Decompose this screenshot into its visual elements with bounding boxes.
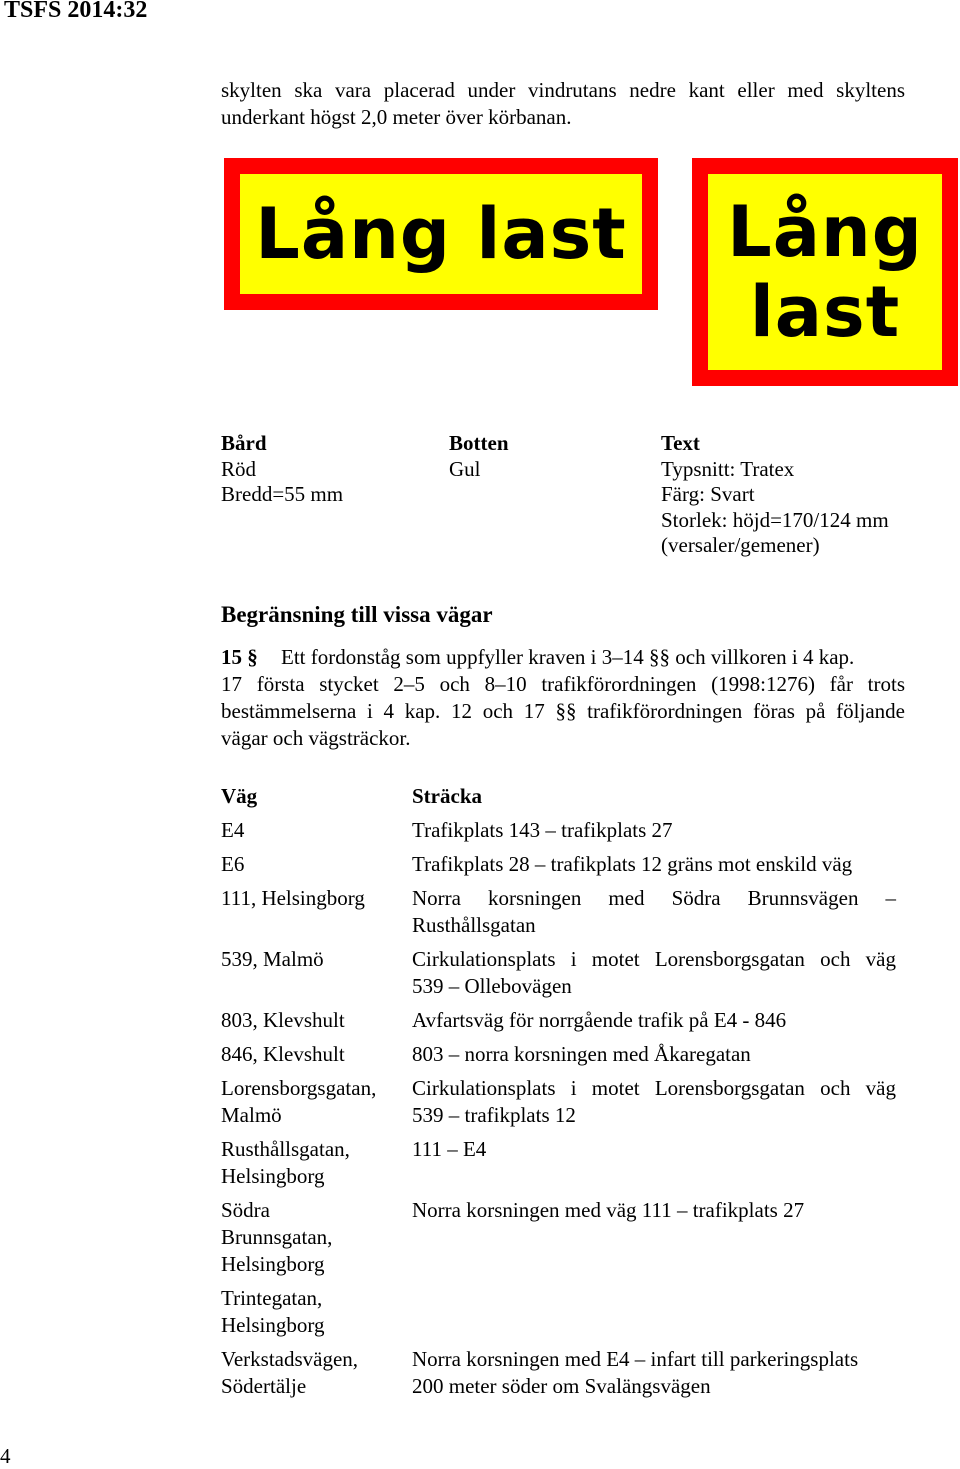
stretch-line: Norra korsningen med Södra Brunnsvägen –	[412, 886, 896, 910]
spec-text-case: (versaler/gemener)	[661, 533, 820, 557]
spec-background	[449, 431, 649, 482]
table-row-road	[221, 851, 396, 878]
table-row-stretch	[412, 1075, 896, 1129]
table-row-road	[221, 1136, 396, 1190]
stretch-line: Trafikplats 28 – trafikplats 12 gräns mot enskild väg	[412, 852, 853, 876]
table-row-road	[221, 1007, 396, 1034]
road-line: 111, Helsingborg	[221, 886, 365, 910]
intro-line-1: skylten ska vara placerad under vindrutans nedre kant eller med skyltens	[221, 78, 905, 102]
spec-text-color: Färg: Svart	[661, 482, 755, 506]
stretch-line: Cirkulationsplats i motet Lorensborgsgatan och väg	[412, 947, 896, 971]
stretch-line: Cirkulationsplats i motet Lorensborgsgatan och väg	[412, 1076, 896, 1100]
stretch-line: Avfartsväg för norrgående trafik på E4 - 846	[412, 1008, 787, 1032]
stretch-line: Norra korsningen med E4 – infart till parkeringsplats	[412, 1347, 859, 1371]
table-row-road	[221, 1041, 396, 1068]
road-line: Södra	[221, 1198, 270, 1222]
table-row-road	[221, 1075, 396, 1129]
page-number: 4	[0, 1444, 11, 1468]
road-line: 803, Klevshult	[221, 1008, 345, 1032]
road-line: Verkstadsvägen,	[221, 1347, 359, 1371]
table-row-stretch	[412, 1007, 896, 1034]
table-row-road	[221, 946, 396, 973]
spec-border-color: Röd	[221, 456, 257, 481]
table-row-stretch	[412, 885, 896, 939]
table-row-road	[221, 1197, 396, 1278]
road-line: Helsingborg	[221, 1313, 325, 1337]
road-line: Rusthållsgatan,	[221, 1137, 350, 1161]
table-row-road	[221, 885, 396, 912]
spec-text-font: Typsnitt: Tratex	[661, 456, 795, 481]
rule-number: 15 §	[221, 645, 258, 669]
table-row-stretch	[412, 946, 896, 1000]
table-row-stretch	[412, 1136, 896, 1163]
road-line: Helsingborg	[221, 1252, 325, 1276]
stretch-line: 539 – Ollebovägen	[412, 974, 572, 998]
spec-border-width: Bredd=55 mm	[221, 482, 344, 506]
section-heading: Begränsning till vissa vägar	[221, 602, 493, 627]
column-header-road: Väg	[221, 784, 258, 808]
sign-wide	[224, 158, 658, 310]
spec-text-size: Storlek: höjd=170/124 mm	[661, 507, 889, 532]
table-row-stretch	[412, 1197, 896, 1224]
rule-line-2: 17 första stycket 2–5 och 8–10 trafikförordningen (1998:1276) får trots	[221, 672, 905, 696]
spec-text	[661, 431, 951, 559]
intro-line-2: underkant högst 2,0 meter över körbanan.	[221, 105, 572, 129]
stretch-line: 200 meter söder om Svalängsvägen	[412, 1374, 711, 1398]
road-line: Lorensborgsgatan,	[221, 1076, 377, 1100]
spec-text-heading: Text	[661, 431, 700, 455]
road-line: Trintegatan,	[221, 1286, 323, 1310]
rule-paragraph	[221, 644, 905, 752]
table-row-stretch	[412, 817, 896, 844]
document-id: TSFS 2014:32	[4, 0, 148, 23]
sign-tall-line-1: Lång	[727, 191, 923, 273]
road-line: E4	[221, 818, 245, 842]
spec-border	[221, 431, 441, 508]
rule-line-1: Ett fordonståg som uppfyller kraven i 3–14 §§ och villkoren i 4 kap.	[281, 645, 855, 669]
road-line: Malmö	[221, 1103, 282, 1127]
road-line: Helsingborg	[221, 1164, 325, 1188]
stretch-line: 539 – trafikplats 12	[412, 1103, 576, 1127]
table-row-stretch	[412, 1041, 896, 1068]
spec-background-color: Gul	[449, 456, 481, 481]
table-row-stretch	[412, 851, 896, 878]
road-line: 539, Malmö	[221, 947, 324, 971]
table-row-stretch	[412, 1346, 896, 1400]
rule-line-3: bestämmelserna i 4 kap. 12 och 17 §§ trafikförordningen föras på följande	[221, 699, 905, 723]
stretch-line: 111 – E4	[412, 1137, 487, 1161]
road-line: Brunnsgatan,	[221, 1225, 333, 1249]
spec-background-heading: Botten	[449, 431, 509, 455]
sign-wide-text: Lång last	[240, 174, 642, 294]
table-row-road	[221, 1346, 396, 1400]
sign-tall-line-2: last	[749, 271, 901, 353]
table-row-road	[221, 817, 396, 844]
spec-border-heading: Bård	[221, 431, 267, 455]
stretch-line: Trafikplats 143 – trafikplats 27	[412, 818, 673, 842]
sign-tall-text	[708, 174, 942, 370]
stretch-line: Rusthållsgatan	[412, 913, 536, 937]
sign-tall	[692, 158, 958, 386]
rule-line-4: vägar och vägsträckor.	[221, 726, 411, 750]
table-row-road	[221, 1285, 396, 1339]
road-line: E6	[221, 852, 245, 876]
stretch-line: Norra korsningen med väg 111 – trafikplats 27	[412, 1198, 805, 1222]
road-line: Södertälje	[221, 1374, 307, 1398]
column-header-stretch: Sträcka	[412, 784, 482, 808]
stretch-line: 803 – norra korsningen med Åkaregatan	[412, 1042, 751, 1066]
road-line: 846, Klevshult	[221, 1042, 345, 1066]
